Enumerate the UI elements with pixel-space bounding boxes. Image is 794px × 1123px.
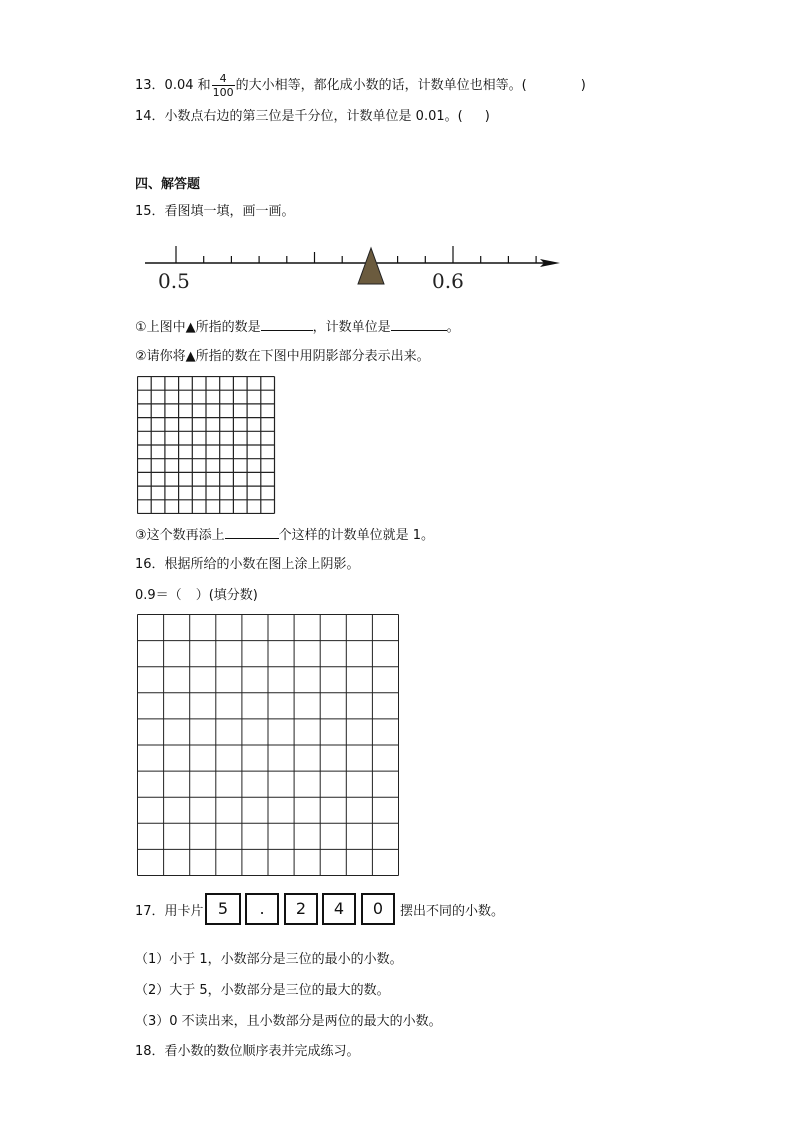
part-text: ①上图中▲所指的数是	[135, 320, 261, 335]
part-text: 。	[446, 320, 460, 335]
question-text: 看图填一填，画一画。	[164, 204, 295, 219]
q15-part-2: ②请你将▲所指的数在下图中用阴影部分表示出来。	[135, 349, 430, 364]
fraction-denominator: 100	[212, 86, 234, 99]
sub-text: ）(填分数)	[195, 588, 258, 603]
large-grid[interactable]	[137, 614, 401, 876]
question-13	[135, 72, 586, 99]
question-number: 18．	[135, 1044, 165, 1059]
question-number: 14．	[135, 109, 165, 124]
q15-part-3	[135, 525, 434, 545]
question-text: 根据所给的小数在图上涂上阴影。	[164, 557, 360, 572]
q17-item-1: （1）小于 1，小数部分是三位的最小的小数。	[135, 952, 403, 967]
question-number: 13．	[135, 78, 165, 93]
question-16	[135, 556, 360, 574]
question-text: 的大小相等，都化成小数的话，计数单位也相等。(	[235, 78, 527, 93]
question-18	[135, 1043, 360, 1061]
part-text: ③这个数再添上	[135, 528, 225, 543]
q16-sub	[135, 587, 258, 605]
section-heading: 四、解答题	[135, 177, 201, 192]
question-15	[135, 203, 295, 221]
question-text: 看小数的数位顺序表并完成练习。	[164, 1044, 360, 1059]
answer-blank[interactable]	[225, 525, 279, 539]
part-text: 个这样的计数单位就是 1。	[278, 528, 435, 543]
number-line	[140, 238, 570, 298]
question-number: 17．	[135, 904, 165, 919]
question-text: 0.04 和	[164, 78, 211, 93]
q17-item-3: （3）0 不读出来，且小数部分是两位的最大的小数。	[135, 1014, 442, 1029]
number-line-label-right: 0.6	[432, 269, 464, 293]
q15-part-1	[135, 317, 460, 337]
digit-card[interactable]: 0	[361, 893, 395, 925]
q17-item-2: （2）大于 5，小数部分是三位的最大的数。	[135, 983, 390, 998]
answer-blank[interactable]	[391, 317, 447, 331]
question-17	[135, 903, 204, 921]
digit-card[interactable]: 5	[205, 893, 241, 925]
small-grid[interactable]	[137, 376, 277, 514]
point-card[interactable]: .	[245, 893, 279, 925]
question-text: 用卡片	[164, 904, 204, 919]
question-text: )	[484, 109, 490, 124]
question-number: 16．	[135, 557, 165, 572]
question-number: 15．	[135, 204, 165, 219]
fraction-numerator: 4	[212, 72, 235, 86]
digit-card[interactable]: 2	[284, 893, 318, 925]
question-14	[135, 108, 490, 126]
number-line-label-left: 0.5	[158, 269, 190, 293]
question-text: )	[580, 78, 586, 93]
question-text: 小数点右边的第三位是千分位，计数单位是 0.01。(	[164, 109, 463, 124]
sub-text: 0.9＝（	[135, 588, 182, 603]
answer-blank[interactable]	[261, 317, 313, 331]
fraction	[212, 72, 235, 99]
digit-card[interactable]: 4	[322, 893, 356, 925]
question-text: 摆出不同的小数。	[400, 904, 505, 919]
triangle-marker-icon	[358, 248, 384, 284]
part-text: ，计数单位是	[312, 320, 391, 335]
